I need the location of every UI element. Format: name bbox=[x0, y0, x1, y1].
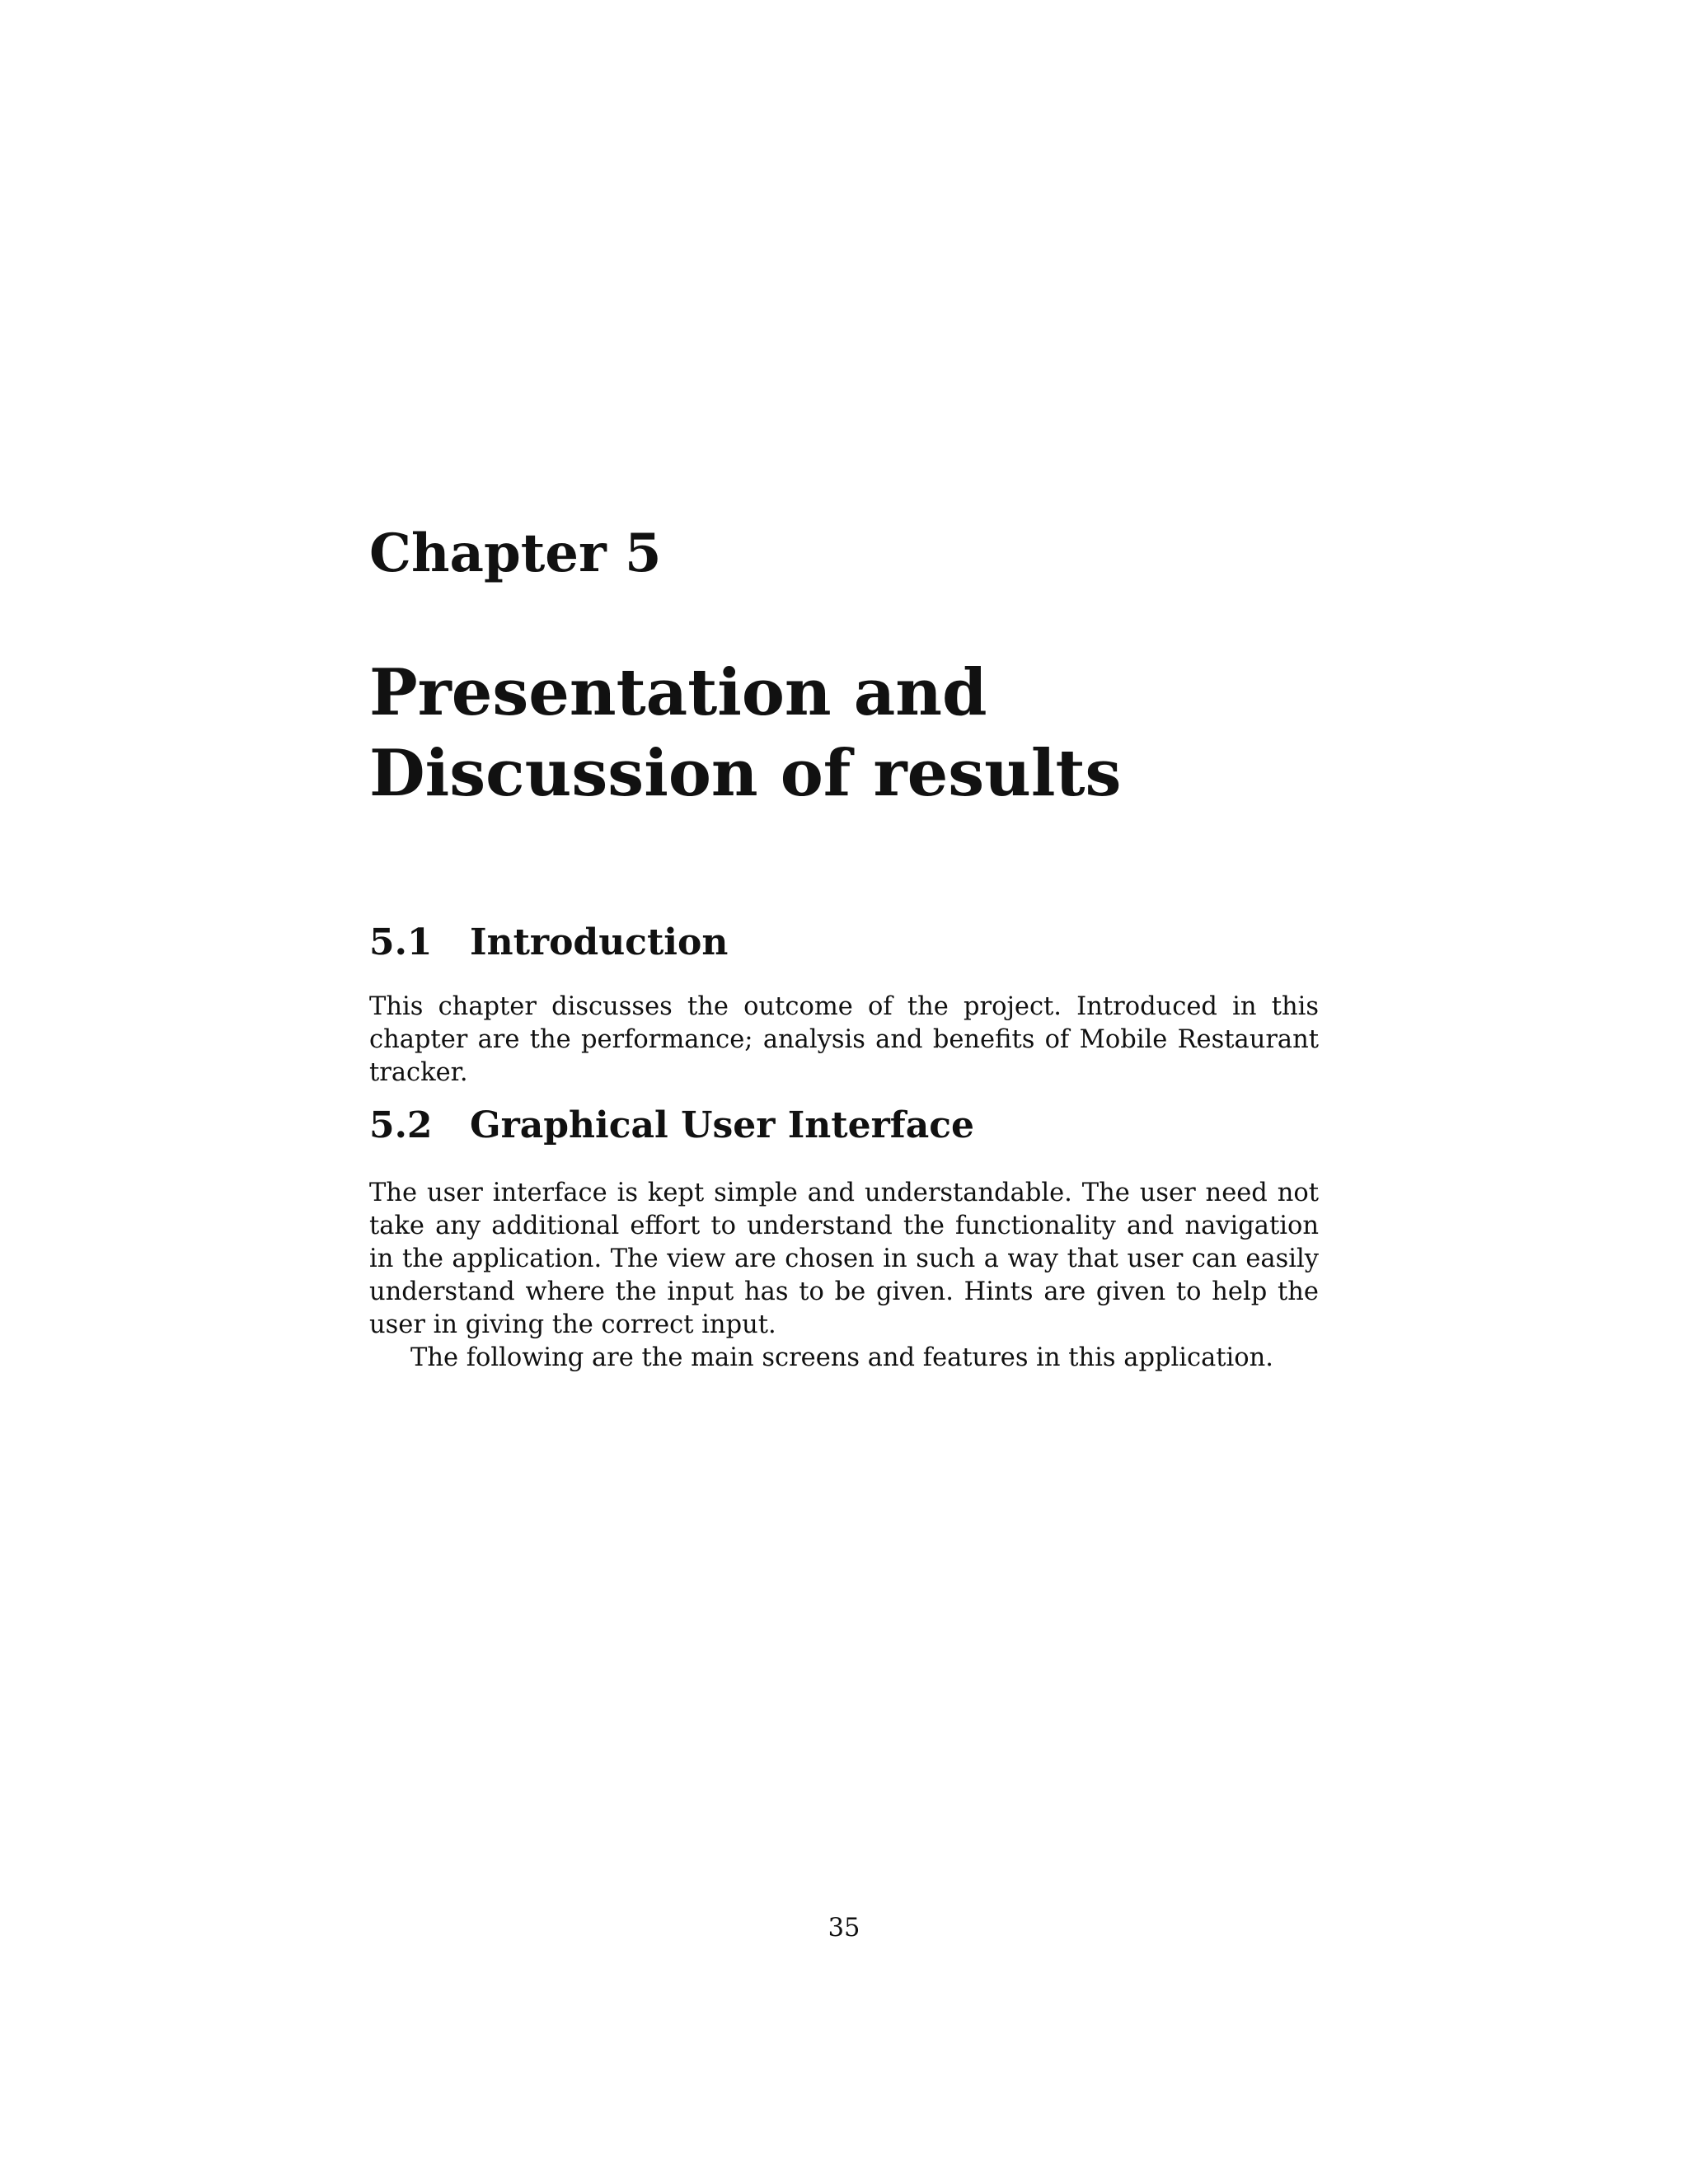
chapter-title: Presentation and Discussion of results bbox=[369, 655, 1122, 811]
gui-followup-paragraph: The following are the main screens and features in this application. bbox=[410, 1343, 1273, 1372]
section-title: Graphical User Interface bbox=[470, 1104, 975, 1146]
section-title: Introduction bbox=[470, 921, 729, 963]
page-number: 35 bbox=[828, 1914, 860, 1943]
section-number: 5.2 bbox=[369, 1104, 433, 1146]
section-heading-introduction bbox=[369, 920, 728, 966]
chapter-label: Chapter 5 bbox=[369, 523, 662, 584]
gui-paragraph: The user interface is kept simple and understandable. The user need not take any additional effort to understand the functionality and navigation in the application. The view are chosen in such a way that user can easily understand where the input has to be given. Hints are given to help the user in giving the correct input. bbox=[369, 1179, 1319, 1339]
section-number: 5.1 bbox=[369, 921, 433, 963]
section-heading-graphical-user-interface bbox=[369, 1103, 974, 1149]
introduction-paragraph: This chapter discusses the outcome of the project. Introduced in this chapter are the performance; analysis and benefits of Mobile Restaurant tracker. bbox=[369, 992, 1319, 1087]
